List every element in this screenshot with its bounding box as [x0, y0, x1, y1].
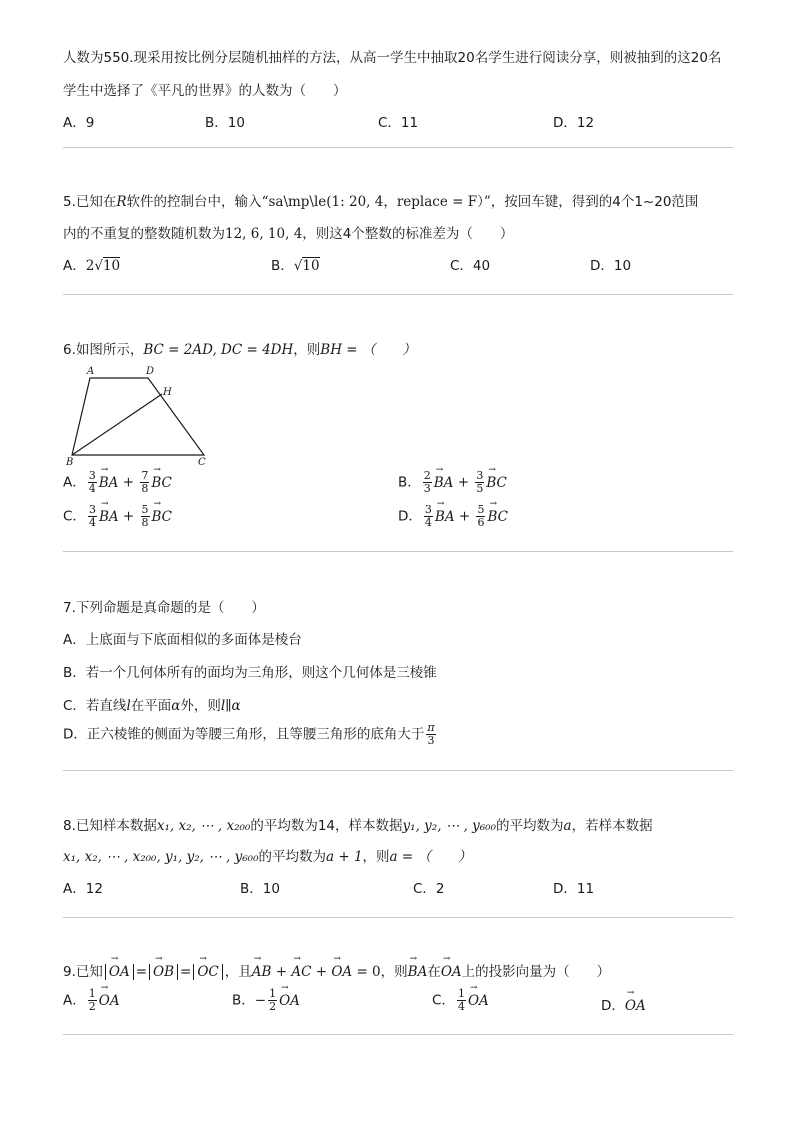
q5-text: 5.已知在 — [63, 194, 117, 210]
vector: → OA — [109, 964, 130, 980]
segment-bh — [72, 394, 162, 455]
numerator: π — [427, 721, 435, 734]
denominator: 3 — [423, 482, 431, 495]
sqrt-icon: √ — [94, 258, 103, 274]
q8-text: ，则 — [362, 849, 390, 865]
denominator: 2 — [269, 1000, 277, 1013]
denominator: 8 — [141, 482, 149, 495]
q5-option-b[interactable] — [271, 254, 320, 274]
operator: + — [457, 474, 470, 491]
denominator: 6 — [477, 516, 485, 529]
vector: → OA — [331, 964, 352, 980]
denominator: 4 — [457, 1000, 465, 1013]
q5-option-c[interactable]: C．40 — [450, 258, 491, 274]
math-expr: = 0 — [356, 964, 381, 980]
label-b: B — [66, 457, 74, 467]
fraction — [424, 504, 433, 529]
q8-text: ，若样本数据 — [571, 818, 653, 834]
abs-value — [149, 964, 178, 980]
q5-option-d[interactable]: D．10 — [590, 258, 632, 274]
q8-all-samples: x₁, x₂, ⋯ , x₂₀₀, y₁, y₂, ⋯ , y₆₀₀ — [63, 849, 259, 865]
option-label: B． — [398, 474, 421, 491]
q4-stem-line2: 学生中选择了《平凡的世界》的人数为（ ） — [63, 83, 347, 99]
option-label: C． — [432, 992, 455, 1009]
q7-text: 在平面 — [130, 698, 172, 714]
divider — [63, 1034, 733, 1035]
radicand: 10 — [302, 258, 320, 274]
label-h: H — [163, 387, 172, 398]
vector: → OA — [279, 993, 300, 1009]
fraction — [268, 988, 277, 1013]
q6-option-c[interactable] — [63, 504, 172, 529]
vector: → BC — [151, 475, 172, 491]
q7-text: 外，则 — [180, 698, 221, 714]
q9-option-c[interactable] — [432, 988, 489, 1013]
fraction — [476, 504, 485, 529]
numerator: 1 — [88, 987, 96, 1000]
q7-option-a[interactable]: A．上底面与下底面相似的多面体是棱台 — [63, 632, 302, 648]
numerator: 5 — [477, 503, 485, 516]
trapezoid-figure — [62, 363, 212, 467]
denominator: 4 — [424, 516, 432, 529]
divider — [63, 917, 733, 918]
q8-ask: a = （ ） — [389, 849, 472, 865]
option-label: B． — [232, 992, 255, 1009]
vector: → BA — [408, 964, 428, 980]
numerator: 2 — [423, 469, 431, 482]
q4-stem-line1: 人数为550.现采用按比例分层随机抽样的方法，从高一学生中抽取20名学生进行阅读分享，则被抽到的这20名 — [63, 50, 722, 66]
numerator: 1 — [457, 987, 465, 1000]
fraction — [88, 470, 97, 495]
option-label: C． — [63, 508, 86, 525]
fraction — [426, 722, 435, 747]
q5-option-a[interactable] — [63, 254, 120, 274]
divider — [63, 294, 733, 295]
q6-option-a[interactable] — [63, 470, 172, 495]
q7-option-d[interactable] — [63, 722, 438, 747]
sqrt-icon: √ — [293, 258, 303, 274]
fraction — [88, 504, 97, 529]
q7-text: C．若直线 — [63, 698, 127, 714]
denominator: 3 — [427, 734, 435, 747]
q8-option-b[interactable]: B．10 — [240, 881, 280, 897]
numerator: 3 — [88, 503, 96, 516]
q8-y-samples: y₁, y₂, ⋯ , y₆₀₀ — [402, 818, 497, 834]
denominator: 8 — [141, 516, 149, 529]
math-relation: l∥α — [220, 698, 241, 714]
denominator: 2 — [88, 1000, 96, 1013]
vector: → BA — [99, 475, 119, 491]
fraction — [141, 504, 150, 529]
divider — [63, 551, 733, 552]
q8-x-samples: x₁, x₂, ⋯ , x₂₀₀ — [156, 818, 251, 834]
q4-option-c[interactable]: C．11 — [378, 115, 419, 131]
option-label: A． — [63, 474, 86, 491]
denominator: 4 — [88, 516, 96, 529]
q5-numbers: 12, 6, 10, 4 — [225, 226, 303, 242]
option-label: A． — [63, 992, 86, 1009]
q5-r-symbol: R — [116, 194, 127, 210]
q6-ask: BH = （ ） — [320, 342, 416, 358]
option-label: D． — [601, 998, 625, 1014]
math-symbol: α — [171, 698, 181, 714]
vector: → BC — [486, 475, 507, 491]
q5-text: ，按回车键，得到的4个1~20范围 — [490, 194, 699, 210]
vector: → BC — [152, 509, 173, 525]
numerator: 1 — [269, 987, 277, 1000]
q5-stem-line2 — [63, 222, 513, 242]
q5-text: 软件的控制台中，输入 — [126, 194, 262, 210]
label-d: D — [146, 366, 155, 377]
operator: + — [315, 964, 328, 980]
vector: → OA — [625, 998, 646, 1014]
q7-option-b[interactable]: B．若一个几何体所有的面均为三角形，则这个几何体是三棱锥 — [63, 665, 437, 681]
option-label: B． — [271, 258, 294, 274]
q6-text: 6.如图所示， — [63, 342, 144, 358]
divider — [63, 770, 733, 771]
numerator: 5 — [141, 503, 149, 516]
operator: = — [135, 964, 148, 980]
q8-stem-line2 — [63, 845, 472, 865]
numerator: 3 — [424, 503, 432, 516]
operator: + — [122, 508, 135, 525]
q9-text: ，且 — [224, 964, 252, 980]
operator: = — [180, 964, 192, 980]
q8-option-d[interactable]: D．11 — [553, 881, 595, 897]
fraction — [88, 988, 97, 1013]
coef: 2 — [85, 258, 95, 274]
q9-option-d[interactable] — [601, 994, 646, 1014]
q6-stem — [63, 338, 416, 358]
abs-value — [105, 964, 134, 980]
operator: + — [275, 964, 288, 980]
divider — [63, 147, 733, 148]
fraction — [475, 470, 484, 495]
operator: + — [458, 508, 471, 525]
q7-stem: 7.下列命题是真命题的是（ ） — [63, 600, 265, 616]
vector: → BC — [487, 509, 508, 525]
q8-option-a[interactable]: A．12 — [63, 881, 103, 897]
q6-text: ，则 — [293, 342, 321, 358]
vector: → OC — [197, 964, 218, 980]
q4-option-b[interactable]: B．10 — [205, 115, 245, 131]
q9-option-b[interactable] — [232, 988, 300, 1013]
label-a: A — [87, 366, 95, 377]
fraction — [140, 470, 149, 495]
math-expr: a + 1 — [326, 849, 363, 865]
option-label: A． — [63, 258, 86, 274]
vector: → BA — [434, 475, 454, 491]
q8-text: 的平均数为 — [496, 818, 564, 834]
q7-option-c[interactable] — [63, 694, 241, 714]
sign: − — [254, 992, 267, 1009]
q5-code: “sa\mp\le(1: 20, 4，replace = F）” — [261, 194, 491, 210]
q9-text: 在 — [427, 964, 441, 980]
q8-stem-line1 — [63, 814, 653, 834]
q9-stem — [63, 960, 610, 980]
q8-option-c[interactable]: C．2 — [413, 881, 445, 897]
option-label: D． — [398, 508, 422, 525]
numerator: 7 — [141, 469, 149, 482]
q8-text: 的平均数为 — [258, 849, 326, 865]
operator: + — [122, 474, 135, 491]
trapezoid-abcd — [72, 378, 204, 455]
radicand: 10 — [102, 258, 121, 274]
fraction — [457, 988, 466, 1013]
q6-condition: BC = 2AD, DC = 4DH — [143, 342, 294, 358]
vector: → BA — [99, 509, 119, 525]
vector: → OB — [153, 964, 174, 980]
fraction — [423, 470, 432, 495]
vector: → OA — [468, 993, 489, 1009]
denominator: 4 — [88, 482, 96, 495]
numerator: 3 — [476, 469, 484, 482]
q5-text: 内的不重复的整数随机数为 — [63, 226, 225, 242]
vector: → OA — [441, 964, 462, 980]
numerator: 3 — [88, 469, 96, 482]
q9-text: ，则 — [380, 964, 408, 980]
q8-text: 的平均数为14，样本数据 — [250, 818, 403, 834]
q9-option-a[interactable] — [63, 988, 120, 1013]
math-symbol: l — [126, 698, 131, 714]
q5-stem-line1 — [63, 190, 698, 210]
q9-text: 上的投影向量为（ ） — [461, 964, 611, 980]
q4-option-a[interactable]: A．9 — [63, 115, 95, 131]
math-symbol: a — [563, 818, 572, 834]
q8-text: 8.已知样本数据 — [63, 818, 157, 834]
q9-text: 9.已知 — [63, 964, 103, 980]
vector: → BA — [435, 509, 455, 525]
denominator: 5 — [476, 482, 484, 495]
vector: → AC — [291, 964, 311, 980]
q7-text: D．正六棱锥的侧面为等腰三角形，且等腰三角形的底角大于 — [63, 726, 425, 743]
vector: → OA — [99, 993, 120, 1009]
q6-option-b[interactable] — [398, 470, 507, 495]
q4-option-d[interactable]: D．12 — [553, 115, 595, 131]
q5-text: ，则这4个整数的标准差为（ ） — [302, 226, 514, 242]
vector: → AB — [252, 964, 272, 980]
q6-option-d[interactable] — [398, 504, 508, 529]
label-c: C — [198, 457, 206, 467]
abs-value — [193, 964, 222, 980]
